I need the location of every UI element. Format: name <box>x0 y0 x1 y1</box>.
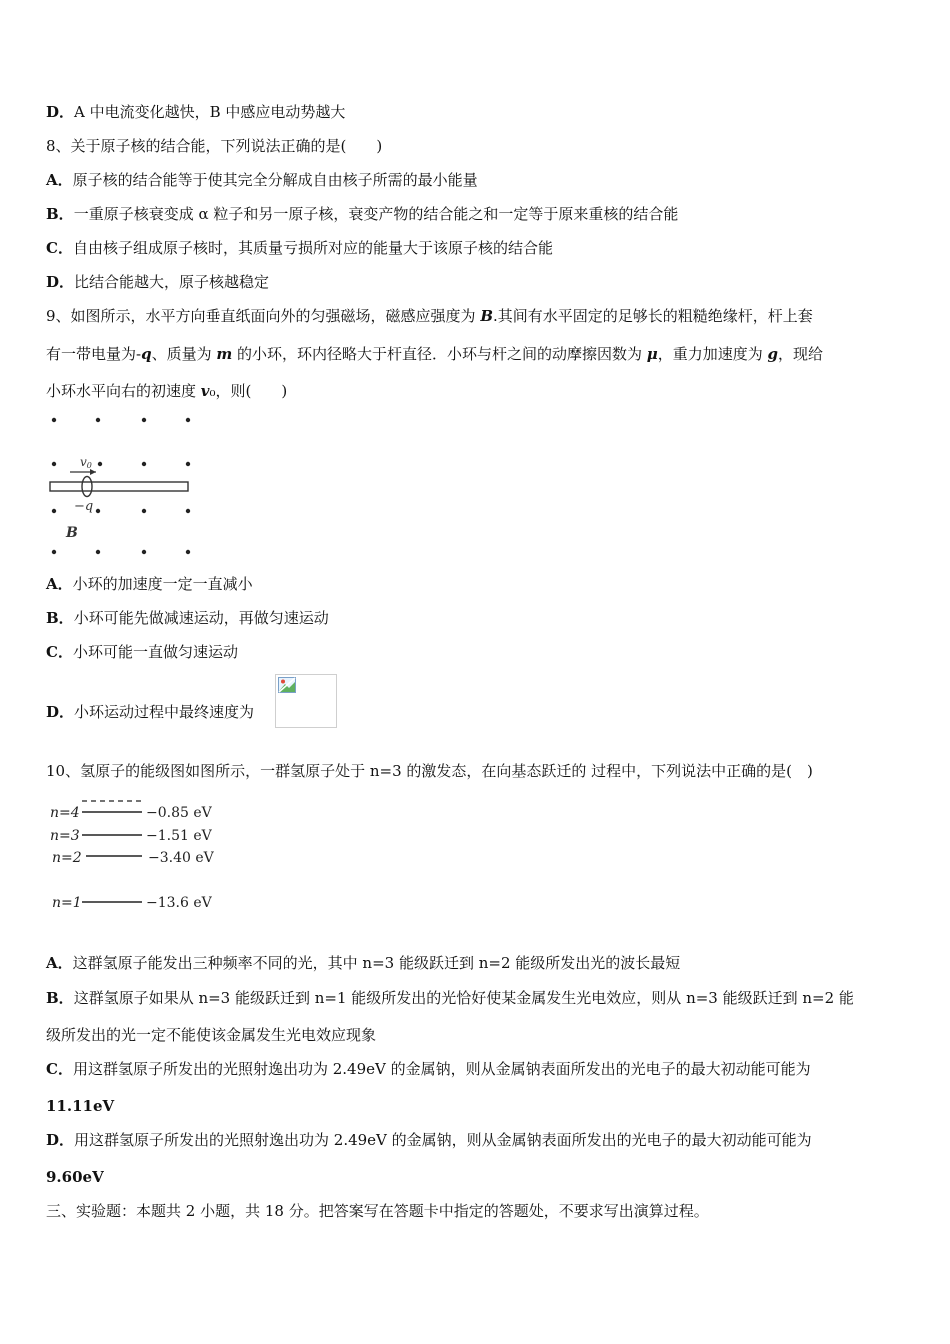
text-run: A． <box>46 171 73 189</box>
text-run: 有一带电量为- <box>46 345 142 363</box>
text-run: 10、氢原子的能级图如图所示，一群氢原子处于 n=3 的激发态，在向基态跃迁的 过程中，下列说法中正确的是( ) <box>46 762 813 780</box>
level-3 <box>50 828 213 844</box>
text-run: B． <box>46 989 74 1007</box>
text-run: 小环水平向右的初速度 <box>46 382 201 400</box>
option-7-d <box>46 102 345 122</box>
option-10-c-line-2 <box>46 1096 114 1116</box>
svg-text:−3.40 eV: −3.40 eV <box>148 850 214 866</box>
option-8-d <box>46 272 269 292</box>
svg-text:n=2: n=2 <box>52 850 82 866</box>
text-run: m <box>216 345 233 363</box>
text-run: 三、实验题：本题共 2 小题，共 18 分。把答案写在答题卡中指定的答题处，不要求写出演算过程。 <box>46 1202 709 1220</box>
small-ring <box>82 477 92 497</box>
question-8 <box>46 136 382 156</box>
text-run: B． <box>46 205 74 223</box>
broken-image-placeholder <box>275 674 337 728</box>
question-9-line-3 <box>46 381 287 401</box>
text-run: ₀ <box>209 382 216 400</box>
text-run: 一重原子核衰变成 α 粒子和另一原子核，衰变产物的结合能之和一定等于原来重核的结合能 <box>73 205 679 223</box>
text-run: ，现给 <box>778 345 824 363</box>
text-run: μ <box>646 345 658 363</box>
text-run: A 中电流变化越快，B 中感应电动势越大 <box>74 103 346 121</box>
option-10-b-line-2 <box>46 1025 376 1045</box>
option-8-c <box>46 238 553 258</box>
question-10 <box>46 761 813 781</box>
text-run: 9、如图所示，水平方向垂直纸面向外的匀强磁场，磁感应强度为 <box>46 307 481 325</box>
text-run: .其间有水平固定的足够长的粗糙绝缘杆，杆上套 <box>493 307 813 325</box>
text-run: 、质量为 <box>151 345 217 363</box>
option-8-a <box>46 170 478 190</box>
text-run: 11.11eV <box>46 1097 115 1115</box>
broken-image-icon <box>278 677 296 693</box>
option-9-a <box>46 574 253 594</box>
level-2 <box>52 850 215 866</box>
velocity-label: v <box>80 455 87 469</box>
question-9-line-1 <box>46 306 813 326</box>
text-run: C． <box>46 643 73 661</box>
svg-text:−0.85 eV: −0.85 eV <box>146 805 212 821</box>
text-run: 8、关于原子核的结合能，下列说法正确的是( ) <box>46 137 383 155</box>
text-run: 9.60eV <box>46 1168 104 1186</box>
text-run: A． <box>46 575 73 593</box>
svg-text:−13.6 eV: −13.6 eV <box>146 895 212 911</box>
text-run: D． <box>46 273 75 291</box>
text-run: ，重力加速度为 <box>657 345 768 363</box>
question-9-line-2 <box>46 344 823 364</box>
text-run: q <box>141 345 152 363</box>
text-run: 这群氢原子如果从 n=3 能级跃迁到 n=1 能级所发出的光恰好使某金属发生光电效应，则从 n=3 能级跃迁到 n=2 能 <box>73 989 854 1007</box>
option-9-c <box>46 642 238 662</box>
text-run: 比结合能越大，原子核越稳定 <box>74 273 270 291</box>
svg-text:n=3: n=3 <box>50 828 80 844</box>
text-run: B <box>480 307 494 325</box>
option-10-d-line-2 <box>46 1167 104 1187</box>
text-run: 级所发出的光一定不能使该金属发生光电效应现象 <box>46 1026 377 1044</box>
text-run: 用这群氢原子所发出的光照射逸出功为 2.49eV 的金属钠，则从金属钠表面所发出的光电子的最大初动能可能为 <box>72 1060 811 1078</box>
text-run: C． <box>46 239 73 257</box>
option-10-b-line-1 <box>46 988 854 1008</box>
option-10-a <box>46 953 680 973</box>
insulating-rod <box>50 482 188 491</box>
level-1 <box>52 895 213 911</box>
option-9-d <box>46 702 254 722</box>
text-run: 这群氢原子能发出三种频率不同的光，其中 n=3 能级跃迁到 n=2 能级所发出光的波长最短 <box>72 954 681 972</box>
option-8-b <box>46 204 678 224</box>
svg-text:−1.51 eV: −1.51 eV <box>146 828 212 844</box>
magnetic-field-figure <box>40 408 200 558</box>
field-label: B <box>66 525 78 541</box>
text-run: v <box>200 382 210 400</box>
text-run: D． <box>46 1131 75 1149</box>
energy-level-diagram <box>46 794 226 916</box>
text-run: g <box>767 345 779 363</box>
text-run: 小环的加速度一定一直减小 <box>72 575 253 593</box>
text-run: 小环运动过程中最终速度为 <box>74 703 255 721</box>
text-run: 小环可能一直做匀速运动 <box>72 643 238 661</box>
text-run: 的小环，环内径略大于杆直径．小环与杆之间的动摩擦因数为 <box>232 345 647 363</box>
velocity-subscript: 0 <box>86 461 92 470</box>
text-run: 用这群氢原子所发出的光照射逸出功为 2.49eV 的金属钠，则从金属钠表面所发出的光电子的最大初动能可能为 <box>74 1131 812 1149</box>
text-run: B． <box>46 609 74 627</box>
svg-text:v0 <box>80 455 92 470</box>
text-run: D． <box>46 103 75 121</box>
svg-text:n=1: n=1 <box>52 895 82 911</box>
text-run: 小环可能先做减速运动，再做匀速运动 <box>73 609 329 627</box>
text-run: C． <box>46 1060 73 1078</box>
text-run: 自由核子组成原子核时，其质量亏损所对应的能量大于该原子核的结合能 <box>72 239 553 257</box>
charge-label: −q <box>74 499 94 514</box>
option-10-d-line-1 <box>46 1130 812 1150</box>
svg-text:n=4: n=4 <box>50 805 80 821</box>
text-run: 原子核的结合能等于使其完全分解成自由核子所需的最小能量 <box>72 171 478 189</box>
text-run: D． <box>46 703 75 721</box>
option-9-b <box>46 608 329 628</box>
text-run: A． <box>46 954 73 972</box>
section-3-heading <box>46 1201 709 1221</box>
level-4 <box>50 805 213 821</box>
option-10-c-line-1 <box>46 1059 811 1079</box>
text-run: ，则( ) <box>215 382 288 400</box>
